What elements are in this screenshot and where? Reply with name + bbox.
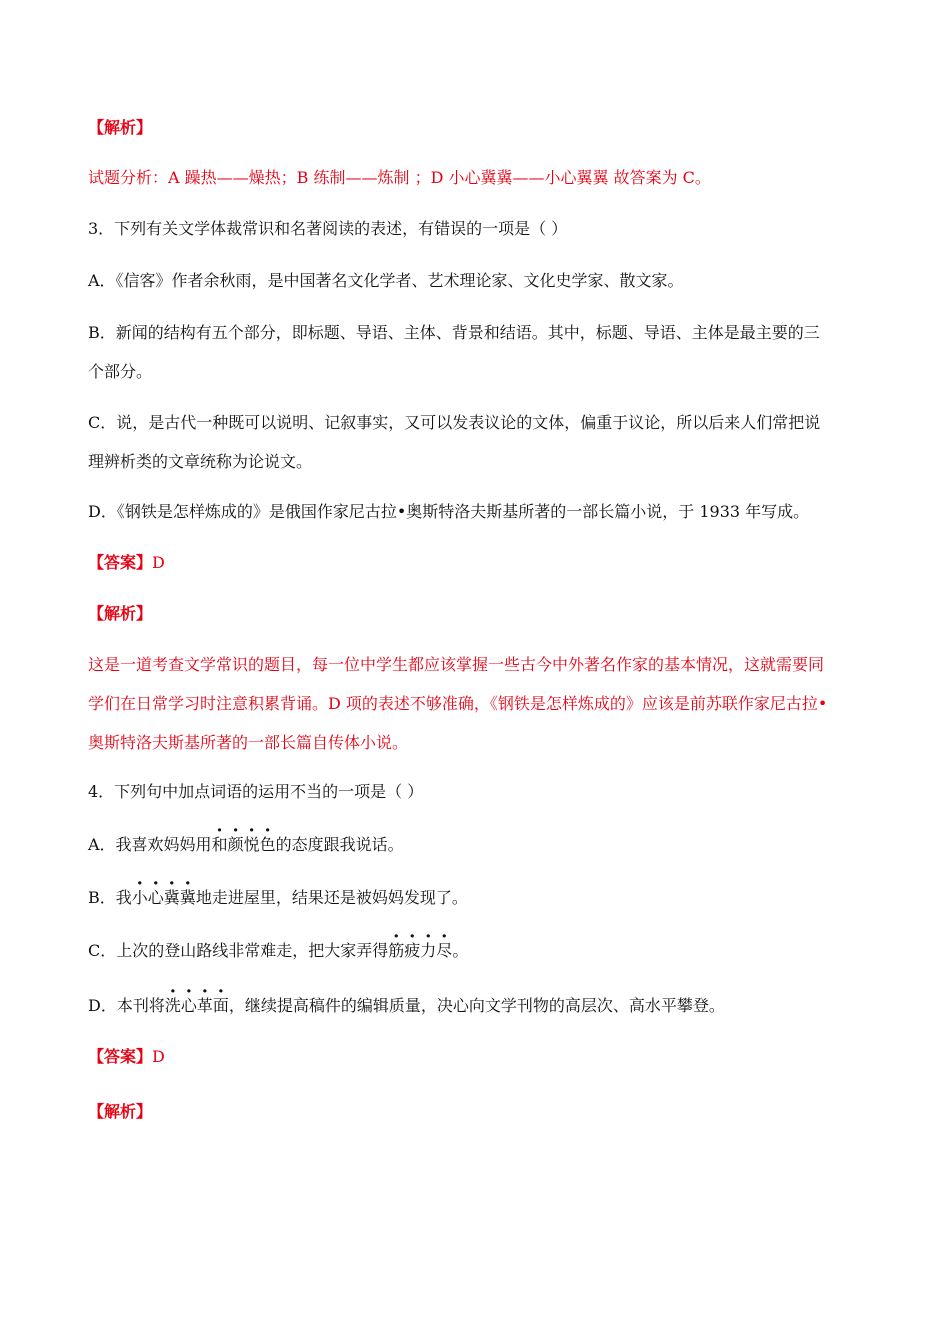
q3-jiexi-label: 【解析】 <box>88 604 153 623</box>
dotted-char: 革 <box>196 996 213 1015</box>
q3-option-c-line2: 理辨析类的文章统称为论说文。 <box>88 452 313 471</box>
q3-answer-value: D <box>152 553 165 572</box>
q4-jiexi-label: 【解析】 <box>88 1102 153 1121</box>
q3-answer-label: 【答案】 <box>88 553 153 572</box>
q4-answer <box>88 1046 165 1068</box>
q3-answer <box>88 552 165 574</box>
q4-option-b-after: 地走进屋里，结果还是被妈妈发现了。 <box>195 888 468 907</box>
q3-stem: 3．下列有关文学体裁常识和名著阅读的表述，有错误的一项是（ ） <box>88 219 568 238</box>
dotted-char: 心 <box>180 996 197 1015</box>
q4-option-d-after: ，继续提高稿件的编辑质量，决心向文学刊物的高层次、高水平攀登。 <box>228 996 725 1015</box>
analysis-top: 试题分析：A 躁热——燥热；B 练制——炼制 ；D 小心冀冀——小心翼翼 故答案为 C。 <box>88 168 711 187</box>
q4-option-d <box>88 995 725 1017</box>
q3-analysis-line3: 奥斯特洛夫斯基所著的一部长篇自传体小说。 <box>88 733 409 752</box>
dotted-char: 力 <box>420 941 437 960</box>
q3-option-b-line2: 个部分。 <box>88 362 153 381</box>
dotted-char: 面 <box>212 996 229 1015</box>
dotted-char: 小 <box>131 888 148 907</box>
q4-option-c <box>88 940 468 962</box>
q3-option-d: D．《钢铁是怎样炼成的》是俄国作家尼古拉•奥斯特洛夫斯基所著的一部长篇小说，于 1933 年写成。 <box>88 502 810 521</box>
dotted-char: 心 <box>147 888 164 907</box>
q3-option-b-line1: B．新闻的结构有五个部分，即标题、导语、主体、背景和结语。其中，标题、导语、主体是最主要的三 <box>88 323 820 342</box>
q4-answer-value: D <box>152 1047 165 1066</box>
q4-option-d-before: D．本刊将 <box>88 996 165 1015</box>
q4-stem: 4．下列句中加点词语的运用不当的一项是（ ） <box>88 782 424 801</box>
dotted-char: 色 <box>259 835 276 854</box>
q3-option-c-line1: C．说，是古代一种既可以说明、记叙事实，又可以发表议论的文体，偏重于议论，所以后来人们常把说 <box>88 413 821 432</box>
dotted-char: 悦 <box>243 835 260 854</box>
dotted-char: 筋 <box>388 941 405 960</box>
jiexi-label-top: 【解析】 <box>88 118 153 137</box>
dotted-char: 冀 <box>179 888 196 907</box>
q4-option-a <box>88 834 404 856</box>
q3-option-a: A．《信客》作者余秋雨，是中国著名文化学者、艺术理论家、文化史学家、散文家。 <box>88 271 684 290</box>
q4-option-a-after: 的态度跟我说话。 <box>275 835 404 854</box>
dotted-char: 尽 <box>436 941 453 960</box>
q4-option-c-after: 。 <box>452 941 469 960</box>
q4-option-a-before: A．我喜欢妈妈用 <box>88 835 212 854</box>
q4-option-c-before: C．上次的登山路线非常难走，把大家弄得 <box>88 941 389 960</box>
dotted-char: 和 <box>211 835 228 854</box>
dotted-char: 颜 <box>227 835 244 854</box>
q3-analysis-line2: 学们在日常学习时注意积累背诵。D 项的表述不够准确，《钢铁是怎样炼成的》应该是前苏联作家尼古拉• <box>88 694 828 713</box>
q4-option-b-before: B．我 <box>88 888 132 907</box>
dotted-char: 洗 <box>164 996 181 1015</box>
q4-option-b <box>88 887 468 909</box>
q4-answer-label: 【答案】 <box>88 1047 153 1066</box>
dotted-char: 冀 <box>163 888 180 907</box>
q3-analysis-line1: 这是一道考查文学常识的题目，每一位中学生都应该掌握一些古今中外著名作家的基本情况，这就需要同 <box>88 655 825 674</box>
dotted-char: 疲 <box>404 941 421 960</box>
